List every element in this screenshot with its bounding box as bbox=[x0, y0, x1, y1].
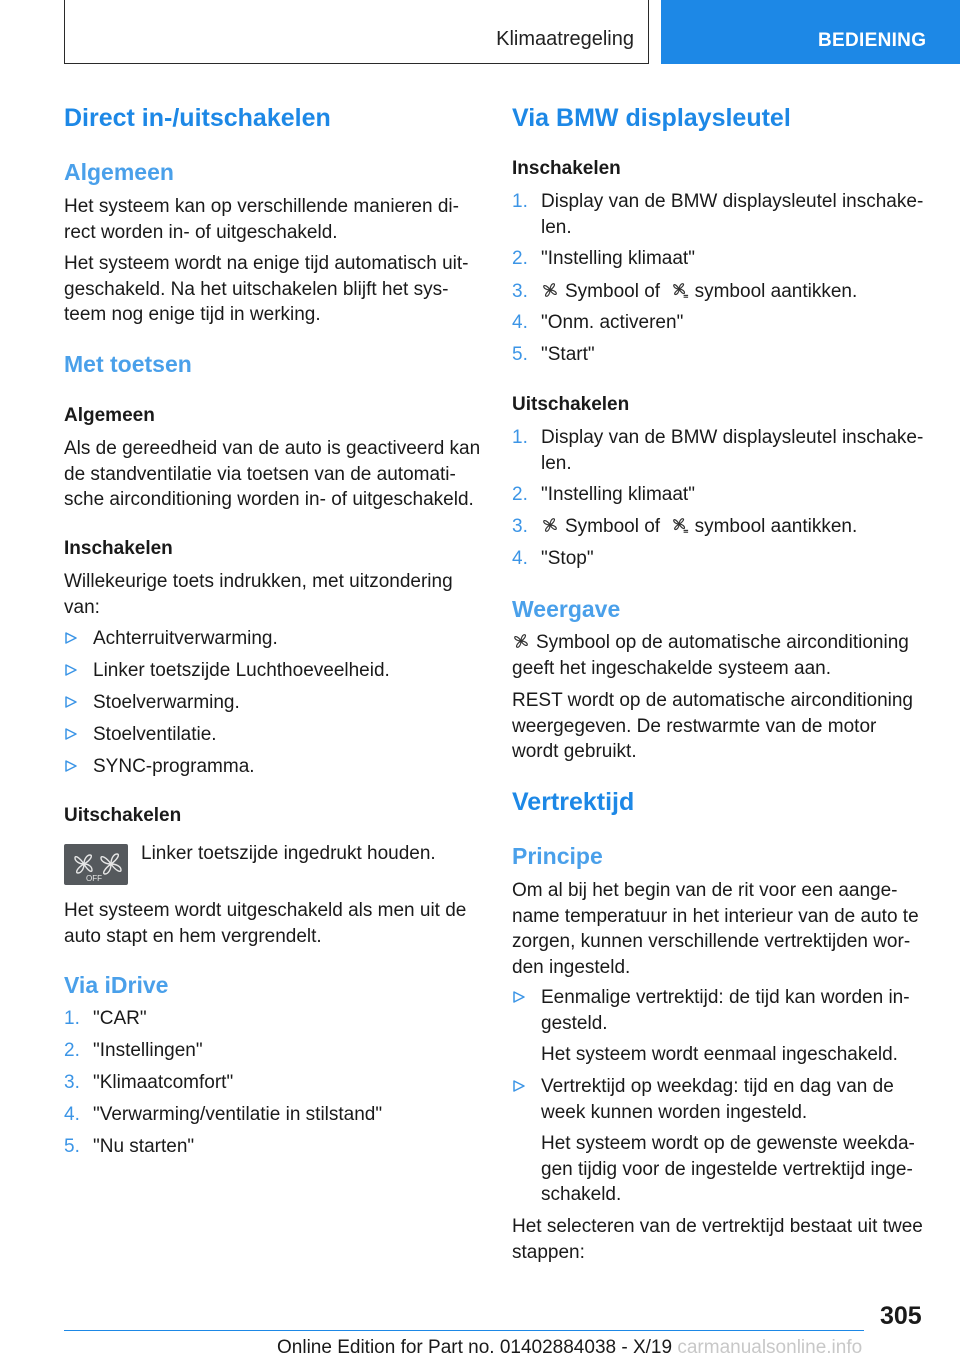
triangle-bullet-icon bbox=[64, 727, 78, 741]
heading-direct: Direct in-/uitschakelen bbox=[64, 104, 331, 132]
header-tab-label[interactable]: BEDIENING bbox=[818, 30, 927, 51]
uitschakelen-paragraph: Het systeem wordt uitgeschakeld als men uit de auto stapt en hem vergrendelt. bbox=[64, 900, 467, 947]
inschakelen-paragraph: Willekeurige toets indrukken, met uitzondering van: bbox=[64, 571, 453, 618]
heading-via-idrive: Via iDrive bbox=[64, 972, 169, 998]
algemeen-paragraph-1: Het systeem kan op verschillende manieren di- rect worden in- of uitgeschakeld. bbox=[64, 196, 459, 243]
triangle-bullet-icon bbox=[512, 990, 526, 1004]
fan-off-button-image bbox=[64, 844, 128, 885]
heading-weergave: Weergave bbox=[512, 596, 621, 622]
subheading-key-inschakelen: Inschakelen bbox=[512, 158, 621, 179]
heading-met-toetsen: Met toetsen bbox=[64, 351, 192, 377]
subheading-key-uitschakelen: Uitschakelen bbox=[512, 394, 630, 415]
subheading-toetsen-algemeen: Algemeen bbox=[64, 405, 155, 426]
subheading-uitschakelen: Uitschakelen bbox=[64, 805, 182, 826]
triangle-bullet-icon bbox=[512, 1079, 526, 1093]
heading-via-displaysleutel: Via BMW displaysleutel bbox=[512, 104, 791, 132]
triangle-bullet-icon bbox=[64, 759, 78, 773]
triangle-bullet-icon bbox=[64, 663, 78, 677]
fan-off-icon bbox=[671, 516, 689, 534]
principe-paragraph: Om al bij het begin van de rit voor een aange- name temperatuur in het interieur van de auto te zorgen, kunnen verschillende vertrektijden wor- den ingesteld. bbox=[512, 880, 919, 978]
footer-watermark: carmanualsonline.info bbox=[677, 1337, 863, 1358]
fan-icon bbox=[512, 632, 530, 650]
subheading-inschakelen: Inschakelen bbox=[64, 538, 173, 559]
weergave-paragraph-2: REST wordt op de automatische airconditioning weergegeven. De restwarmte van de motor wordt gebruikt. bbox=[512, 690, 913, 762]
closing-paragraph: Het selecteren van de vertrektijd bestaat uit twee stappen: bbox=[512, 1216, 923, 1263]
heading-vertrektijd: Vertrektijd bbox=[512, 788, 635, 816]
fan-off-icon bbox=[671, 281, 689, 299]
off-label: OFF bbox=[86, 874, 102, 883]
triangle-bullet-icon bbox=[64, 695, 78, 709]
fan-icon bbox=[541, 281, 559, 299]
footer-edition: Online Edition for Part no. 01402884038 - X/19 carmanualsonline.info bbox=[277, 1337, 863, 1358]
header-section-title: Klimaatregeling bbox=[496, 28, 634, 50]
heading-principe: Principe bbox=[512, 843, 603, 869]
page-number: 305 bbox=[880, 1302, 922, 1330]
heading-algemeen: Algemeen bbox=[64, 159, 174, 185]
fan-icon bbox=[541, 516, 559, 534]
footer-divider bbox=[64, 1330, 864, 1331]
triangle-bullet-icon bbox=[64, 631, 78, 645]
weergave-paragraph-1: Symbool op de automatische airconditioning geeft het ingeschakelde systeem aan. bbox=[512, 632, 909, 679]
algemeen-paragraph-2: Het systeem wordt na enige tijd automatisch uit- geschakeld. Na het uitschakelen blijft het sys- teem nog enige tijd in werking. bbox=[64, 253, 469, 325]
uitschakelen-button-description: Linker toetszijde ingedrukt houden. bbox=[141, 843, 436, 864]
toetsen-algemeen-paragraph: Als de gereedheid van de auto is geactiveerd kan de standventilatie via toetsen van de automati- sche airconditioning worden in- of uitgeschakeld. bbox=[64, 438, 481, 510]
